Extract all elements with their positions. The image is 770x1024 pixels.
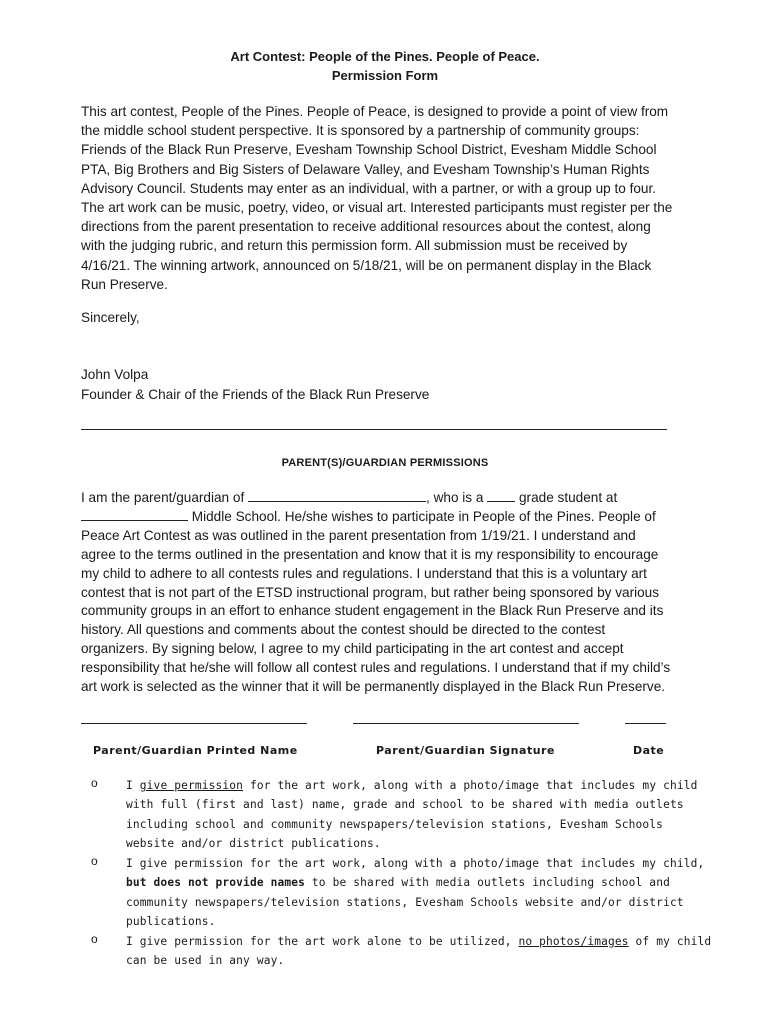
date-label: Date <box>633 744 665 757</box>
option-text: publications. <box>126 914 216 928</box>
option-emphasis: give permission <box>139 779 244 792</box>
option-no-names[interactable] <box>91 854 705 932</box>
intro-line: Friends of the Black Run Preserve, Evesham Township School District, Evesham Middle School <box>81 142 657 158</box>
permission-paragraph <box>81 489 691 697</box>
permission-line: history. All questions and comments about the contest should be directed to the contest <box>81 622 606 638</box>
option-full-permission[interactable] <box>91 776 698 854</box>
option-text: I give permission for the art work alone to be utilized, <box>126 935 519 948</box>
form-title <box>80 47 690 85</box>
signature-label: Parent/Guardian Signature <box>376 744 555 757</box>
intro-line: Advisory Council. Students may enter as an individual, with a partner, or with a group up to four. <box>81 180 657 196</box>
option-text: with full (first and last) name, grade and school to be shared with media outlets <box>126 798 684 812</box>
intro-line: This art contest, People of the Pines. People of Peace, is designed to provide a point of view from <box>81 104 669 119</box>
section-divider <box>81 429 667 430</box>
permission-text: Middle School. He/she wishes to participate in People of the Pines. People of <box>191 508 656 524</box>
option-text: including school and community newspapers/television stations, Evesham Schools <box>126 817 664 831</box>
permission-line: responsibility that he/she will follow all contest rules and regulations. I understand that if my child’s <box>81 660 671 676</box>
option-text: of my child <box>628 935 712 948</box>
option-bullet[interactable]: o <box>91 776 98 790</box>
option-text: website and/or district publications. <box>126 836 381 850</box>
grade-blank[interactable] <box>487 489 515 502</box>
permission-line: contest that is not part of the ETSD instructional program, but rather being sponsored by various <box>81 584 660 600</box>
permission-options <box>91 776 712 971</box>
permission-text: I am the parent/guardian of <box>81 490 245 505</box>
option-text: I give permission for the art work, along with a photo/image that includes my child, <box>126 857 705 870</box>
signer-title: Founder & Chair of the Friends of the Black Run Preserve <box>81 386 430 402</box>
intro-line: The art work can be music, poetry, video, or visual art. Interested participants must register per the <box>81 200 673 216</box>
intro-line: directions from the parent presentation to receive additional resources about the contest, along <box>81 219 651 235</box>
intro-line: Run Preserve. <box>81 276 168 292</box>
option-text: can be used in any way. <box>126 954 285 968</box>
option-text: for the art work, along with a photo/image that includes my child <box>243 779 698 792</box>
permission-line: art work is selected as the winner that it will be permanently displayed in the Black Run Preserve. <box>81 679 666 695</box>
permission-text: grade student at <box>519 490 618 505</box>
form-subtitle: Permission Form <box>331 68 439 83</box>
permission-line-1 <box>81 489 691 508</box>
option-emphasis: no photos/images <box>518 935 629 948</box>
permission-line: organizers. By signing below, I agree to my child participating in the art contest and accept <box>81 641 624 657</box>
child-name-blank[interactable] <box>248 489 426 502</box>
signer-name: John Volpa <box>81 367 149 382</box>
signature-line[interactable] <box>353 723 579 724</box>
intro-line: PTA, Big Brothers and Big Sisters of Delaware Valley, and Evesham Township’s Human Rights <box>81 161 650 177</box>
intro-line: the middle school student perspective. It is sponsored by a partnership of community groups: <box>81 123 640 139</box>
closing: Sincerely, <box>81 310 140 325</box>
printed-name-label: Parent/Guardian Printed Name <box>93 744 298 757</box>
printed-name-line[interactable] <box>81 723 307 724</box>
intro-line: with the judging rubric, and return this permission form. All submission must be received by <box>81 238 628 254</box>
option-bullet[interactable]: o <box>91 932 98 946</box>
option-artwork-only[interactable] <box>91 932 712 971</box>
option-emphasis: but does not provide names <box>126 876 306 890</box>
school-blank[interactable] <box>81 508 188 521</box>
permission-line: my child to adhere to all contests rules and regulations. I understand that this is a voluntary art <box>81 565 647 581</box>
option-text: to be shared with media outlets including school and <box>305 876 670 890</box>
intro-line: 4/16/21. The winning artwork, announced on 5/18/21, will be on permanent display in the Black <box>81 257 652 273</box>
option-text: community newspapers/television stations, Evesham Schools website and/or district <box>126 895 684 909</box>
permission-line: community groups in an effort to enhance student engagement in the Black Run Preserve and its <box>81 603 664 619</box>
permission-line: agree to the terms outlined in the presentation and know that it is my responsibility to encourage <box>81 546 659 562</box>
signer-block <box>81 365 429 404</box>
option-text: I <box>126 779 140 792</box>
option-bullet[interactable]: o <box>91 854 98 868</box>
contest-title: Art Contest: People of the Pines. People of Peace. <box>230 49 540 64</box>
intro-paragraph <box>81 102 691 294</box>
permission-text: , who is a <box>426 490 484 505</box>
date-line[interactable] <box>625 723 666 724</box>
permission-line: Peace Art Contest as was outlined in the parent presentation from 1/19/21. I understand and <box>81 527 636 543</box>
permission-line-2 <box>81 508 691 527</box>
permissions-heading: PARENT(S)/GUARDIAN PERMISSIONS <box>281 457 489 469</box>
